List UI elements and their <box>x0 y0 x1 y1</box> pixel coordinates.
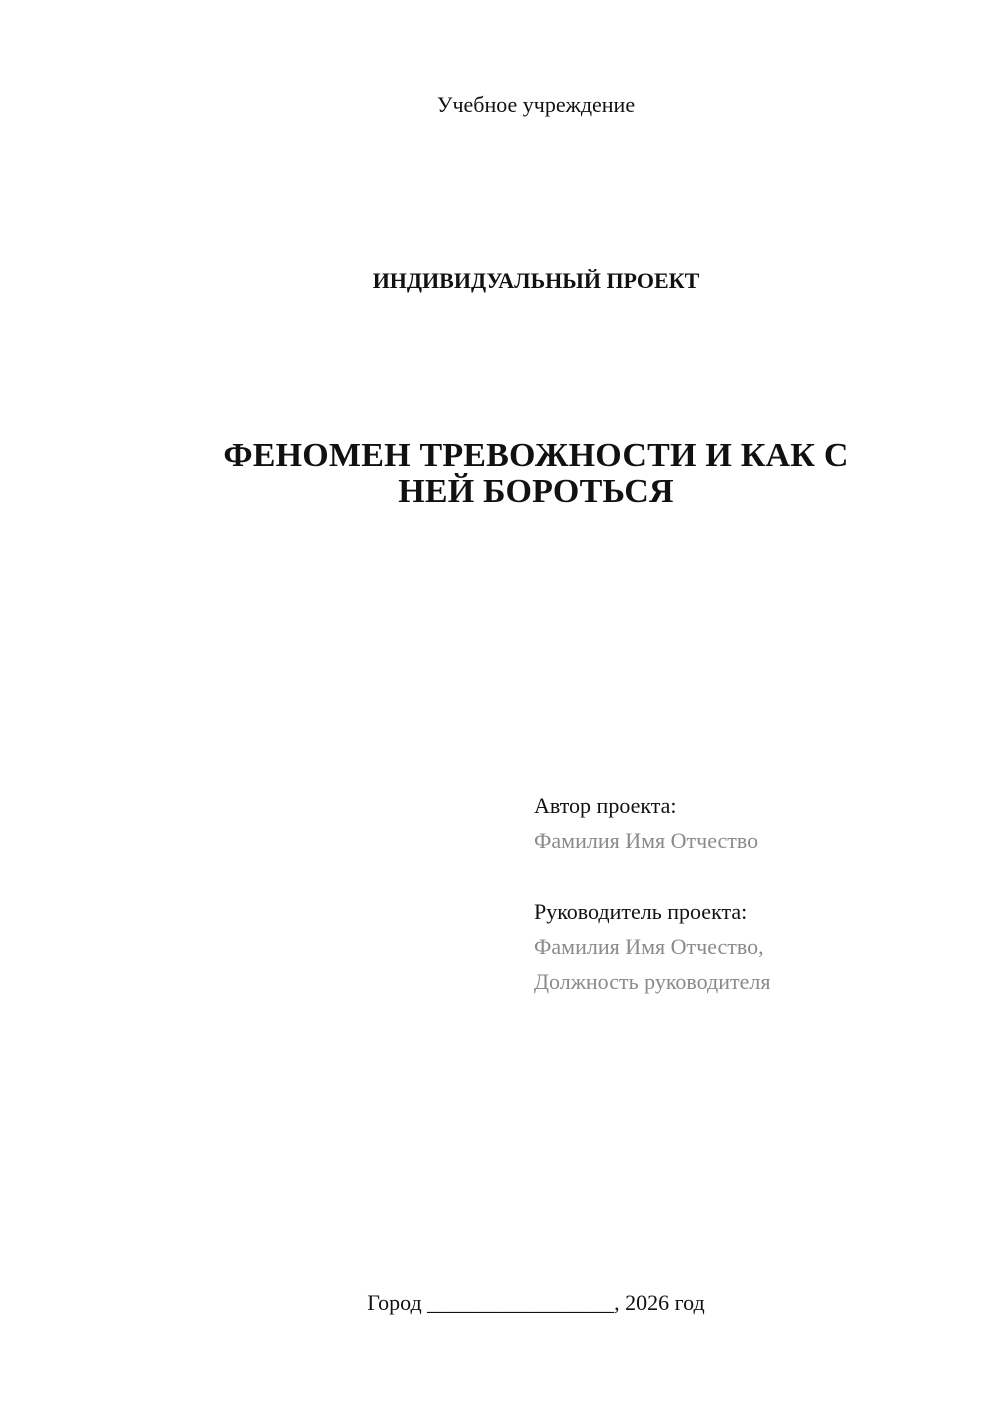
city-blank-line: _________________ <box>427 1290 615 1315</box>
project-title <box>160 438 912 510</box>
institution-name: Учебное учреждение <box>436 92 636 117</box>
year-text: , 2026 год <box>614 1290 705 1315</box>
project-type-heading: ИНДИВИДУАЛЬНЫЙ ПРОЕКТ <box>372 268 700 293</box>
spacer <box>534 858 974 894</box>
project-people-block <box>534 788 974 999</box>
project-title-line-2: НЕЙ БОРОТЬСЯ <box>398 473 674 510</box>
city-label: Город <box>367 1290 422 1315</box>
supervisor-label: Руководитель проекта: <box>534 899 748 924</box>
author-label: Автор проекта: <box>534 793 677 818</box>
project-title-line-1: ФЕНОМЕН ТРЕВОЖНОСТИ И КАК С <box>223 437 849 474</box>
supervisor-position-placeholder: Должность руководителя <box>534 969 771 994</box>
city-year-line <box>0 1288 1000 1318</box>
supervisor-name-placeholder: Фамилия Имя Отчество, <box>534 934 764 959</box>
author-name-placeholder: Фамилия Имя Отчество <box>534 828 759 853</box>
